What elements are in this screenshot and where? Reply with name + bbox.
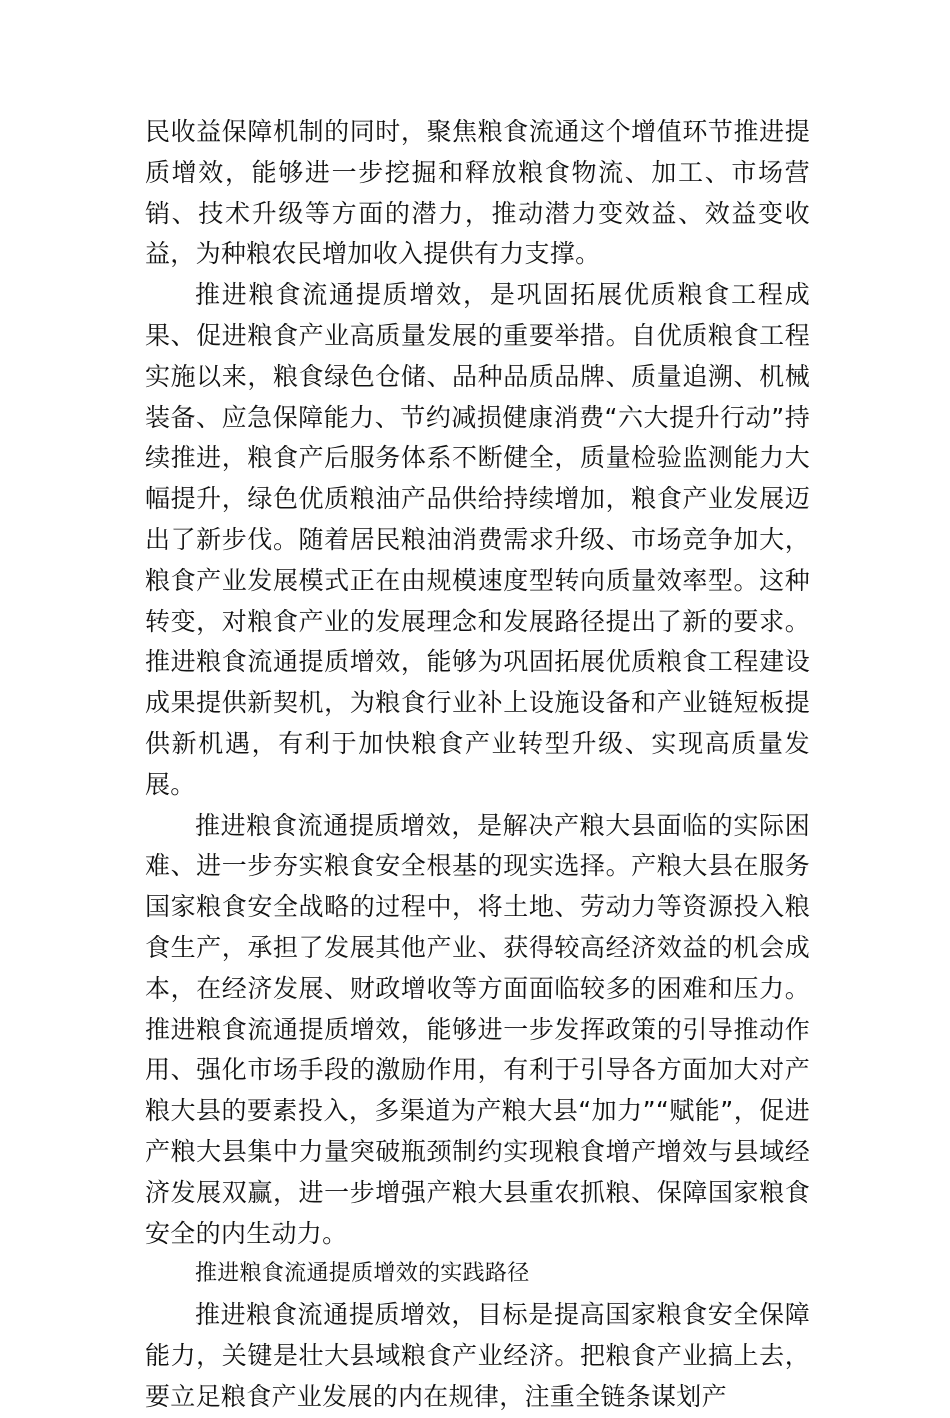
paragraph-practice-path: 推进粮食流通提质增效，目标是提高国家粮食安全保障能力，关键是壮大县域粮食产业经济。把粮食产业搞上去，要立足粮食产业发展的内在规律，注重全链条谋划产 <box>145 1300 810 1411</box>
section-subheading: 推进粮食流通提质增效的实践路径 <box>195 1261 530 1287</box>
paragraph-grain-county: 推进粮食流通提质增效，是解决产粮大县面临的实际困难、进一步夯实粮食安全根基的现实选择。产粮大县在服务国家粮食安全战略的过程中，将土地、劳动力等资源投入粮食生产，承担了发展其他产业、获得较高经济效益的机会成本，在经济发展、财政增收等方面面临较多的困难和压力。推进粮食流通提质增效，能够进一步发挥政策的引导推动作用、强化市场手段的激励作用，有利于引导各方面加大对产粮大县的要素投入，多渠道为产粮大县“加力”“赋能”，促进产粮大县集中力量突破瓶颈制约实现粮食增产增效与县域经济发展双赢，进一步增强产粮大县重农抓粮、保障国家粮食安全的内生动力。 <box>145 810 810 1248</box>
paragraph-optimization-measure: 推进粮食流通提质增效，是巩固拓展优质粮食工程成果、促进粮食产业高质量发展的重要举措。自优质粮食工程实施以来，粮食绿色仓储、品种品质品牌、质量追溯、机械装备、应急保障能力、节约减损健康消费“六大提升行动”持续推进，粮食产后服务体系不断健全，质量检验监测能力大幅提升，绿色优质粮油产品供给持续增加，粮食产业发展迈出了新步伐。随着居民粮油消费需求升级、市场竞争加大，粮食产业发展模式正在由规模速度型转向质量效率型。这种转变，对粮食产业的发展理念和发展路径提出了新的要求。推进粮食流通提质增效，能够为巩固拓展优质粮食工程建设成果提供新契机，为粮食行业补上设施设备和产业链短板提供新机遇，有利于加快粮食产业转型升级、实现高质量发展。 <box>145 280 810 799</box>
paragraph-continuation: 民收益保障机制的同时，聚焦粮食流通这个增值环节推进提质增效，能够进一步挖掘和释放粮食物流、加工、市场营销、技术升级等方面的潜力，推动潜力变效益、效益变收益，为种粮农民增加收入提供有力支撑。 <box>145 117 810 269</box>
article-body <box>145 112 810 1418</box>
